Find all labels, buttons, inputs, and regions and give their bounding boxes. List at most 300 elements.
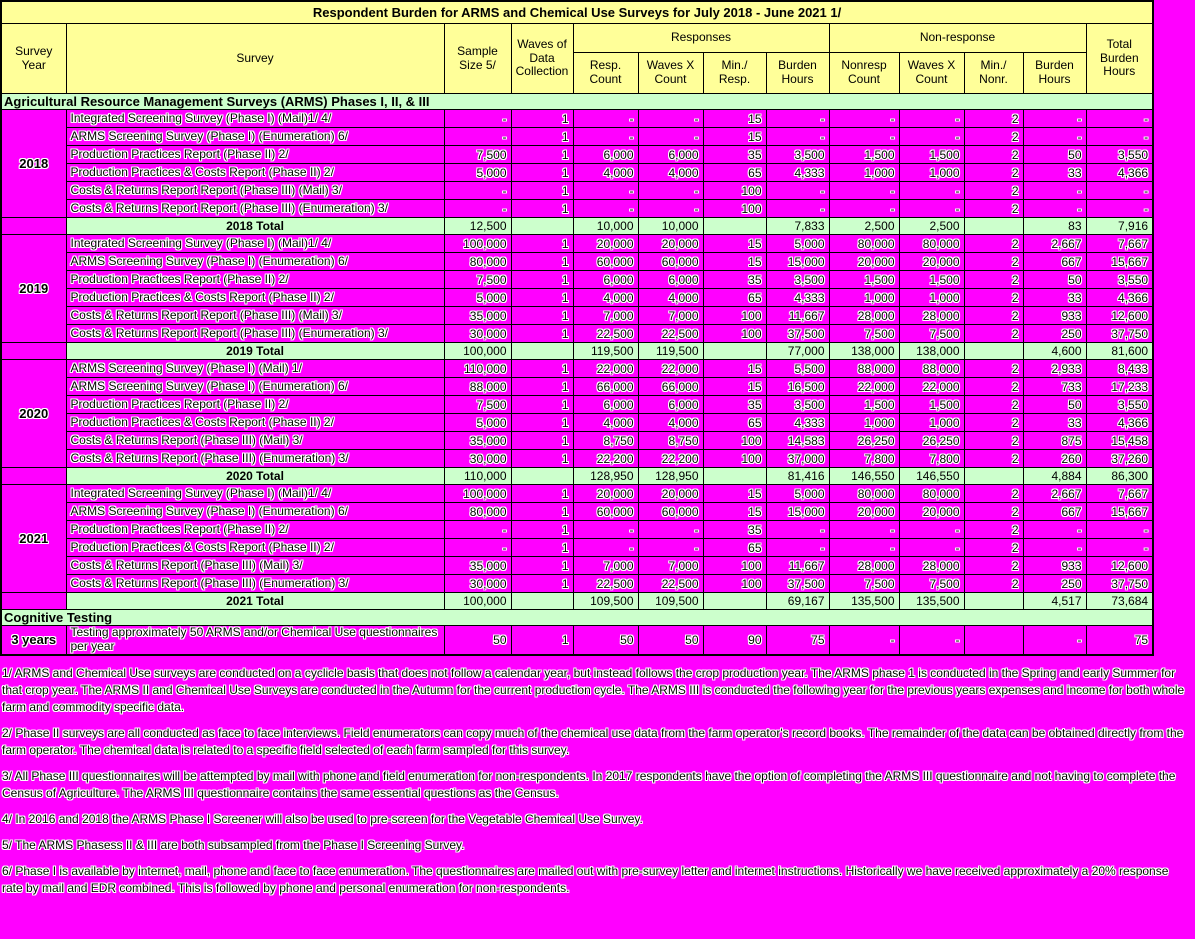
value-cell: 4,333: [766, 414, 829, 432]
total-value-cell: 2,500: [829, 218, 899, 235]
col-header-min-per-nonr: Min./ Nonr.: [964, 53, 1023, 94]
value-cell: -: [1023, 128, 1086, 146]
value-cell: 22,000: [829, 378, 899, 396]
value-cell: 15: [703, 128, 766, 146]
value-cell: 4,366: [1086, 164, 1153, 182]
survey-name-cell: Production Practices & Costs Report (Phase II) 2/: [66, 414, 444, 432]
value-cell: -: [766, 128, 829, 146]
survey-row: [1, 539, 1153, 557]
value-cell: 28,000: [829, 307, 899, 325]
value-cell: 7,667: [1086, 235, 1153, 253]
value-cell: -: [444, 182, 511, 200]
value-cell: 20,000: [573, 235, 638, 253]
value-cell: 4,366: [1086, 414, 1153, 432]
col-header-nonresp-burden-hours: Burden Hours: [1023, 53, 1086, 94]
section-header-row: [1, 94, 1153, 110]
value-cell: 6,000: [573, 271, 638, 289]
value-cell: 66,000: [638, 378, 703, 396]
survey-name-cell: ARMS Screening Survey (Phase I) (Mail) 1/: [66, 360, 444, 378]
value-cell: 100: [703, 450, 766, 468]
total-value-cell: 119,500: [638, 343, 703, 360]
value-cell: 65: [703, 539, 766, 557]
total-value-cell: 128,950: [638, 468, 703, 485]
value-cell: 65: [703, 414, 766, 432]
survey-name-cell: Costs & Returns Report (Phase III) (Enumeration) 3/: [66, 575, 444, 593]
value-cell: 50: [1023, 396, 1086, 414]
total-value-cell: [511, 343, 573, 360]
total-value-cell: 110,000: [444, 468, 511, 485]
total-label-cell: 2018 Total: [66, 218, 444, 235]
value-cell: 7,000: [573, 307, 638, 325]
value-cell: 2: [964, 575, 1023, 593]
value-cell: -: [829, 110, 899, 128]
total-value-cell: 100,000: [444, 343, 511, 360]
value-cell: 1: [511, 325, 573, 343]
survey-row: [1, 235, 1153, 253]
value-cell: 3,550: [1086, 396, 1153, 414]
value-cell: 7,500: [829, 575, 899, 593]
value-cell: 1: [511, 414, 573, 432]
total-value-cell: 10,000: [638, 218, 703, 235]
value-cell: 1,000: [829, 164, 899, 182]
value-cell: 33: [1023, 414, 1086, 432]
value-cell: 2: [964, 360, 1023, 378]
total-value-cell: 138,000: [899, 343, 964, 360]
total-value-cell: 81,600: [1086, 343, 1153, 360]
survey-name-cell: Production Practices & Costs Report (Phase II) 2/: [66, 289, 444, 307]
value-cell: -: [829, 200, 899, 218]
survey-name-cell: Production Practices Report (Phase II) 2/: [66, 521, 444, 539]
total-value-cell: 86,300: [1086, 468, 1153, 485]
header-row-groups: [1, 24, 1153, 53]
value-cell: 1: [511, 360, 573, 378]
survey-row: [1, 110, 1153, 128]
value-cell: 4,000: [573, 164, 638, 182]
col-group-nonresponse: Non-response: [829, 24, 1086, 53]
survey-row: [1, 128, 1153, 146]
col-header-nonresp-waves-x-count: Waves X Count: [899, 53, 964, 94]
value-cell: 65: [703, 164, 766, 182]
value-cell: 37,500: [766, 575, 829, 593]
value-cell: 5,000: [444, 289, 511, 307]
value-cell: 50: [444, 626, 511, 655]
survey-row: [1, 325, 1153, 343]
value-cell: 933: [1023, 557, 1086, 575]
total-value-cell: 2,500: [899, 218, 964, 235]
value-cell: 2: [964, 200, 1023, 218]
value-cell: -: [899, 128, 964, 146]
survey-row: [1, 414, 1153, 432]
value-cell: 2: [964, 307, 1023, 325]
value-cell: 15: [703, 360, 766, 378]
value-cell: 733: [1023, 378, 1086, 396]
value-cell: 90: [703, 626, 766, 655]
value-cell: -: [1086, 182, 1153, 200]
value-cell: 1,000: [829, 289, 899, 307]
total-value-cell: 4,884: [1023, 468, 1086, 485]
value-cell: 35: [703, 396, 766, 414]
value-cell: 2: [964, 235, 1023, 253]
total-label-cell: 2021 Total: [66, 593, 444, 610]
total-value-cell: [703, 218, 766, 235]
value-cell: -: [638, 128, 703, 146]
total-row: [1, 343, 1153, 360]
value-cell: 100,000: [444, 235, 511, 253]
value-cell: 22,000: [899, 378, 964, 396]
total-row: [1, 468, 1153, 485]
value-cell: 1: [511, 503, 573, 521]
value-cell: -: [1086, 110, 1153, 128]
value-cell: 2: [964, 414, 1023, 432]
value-cell: 2,933: [1023, 360, 1086, 378]
value-cell: 2: [964, 378, 1023, 396]
value-cell: 3,500: [766, 271, 829, 289]
title-row: [1, 1, 1153, 24]
value-cell: -: [1086, 200, 1153, 218]
table-body: [1, 94, 1153, 655]
survey-name-cell: Costs & Returns Report (Phase III) (Mail) 3/: [66, 557, 444, 575]
value-cell: 6,000: [638, 396, 703, 414]
value-cell: 15: [703, 253, 766, 271]
footnote: 4/ In 2016 and 2018 the ARMS Phase I Screener will also be used to pre-screen for the Vegetable Chemical Use Survey.: [2, 811, 643, 826]
value-cell: 4,000: [573, 414, 638, 432]
value-cell: -: [638, 182, 703, 200]
total-value-cell: [703, 343, 766, 360]
survey-row: [1, 396, 1153, 414]
footnote: 1/ ARMS and Chemical Use surveys are conducted on a cyclicle basis that does not follow a calendar year, but instead follows the crop production year. The ARMS phase 1 is conducted in the Spring and early Summer for that crop year. The ARMS II and Chemical Use Surveys are conducted in the Autumn for the current production cycle. The ARMS III is conducted the following year for the previous years expenses and income for both whole farm and commodity specific data.: [2, 665, 1185, 714]
value-cell: 7,500: [444, 271, 511, 289]
survey-name-cell: ARMS Screening Survey (Phase I) (Enumeration) 6/: [66, 503, 444, 521]
value-cell: -: [1023, 182, 1086, 200]
survey-row: [1, 450, 1153, 468]
value-cell: 100: [703, 557, 766, 575]
value-cell: 37,750: [1086, 325, 1153, 343]
value-cell: 20,000: [829, 253, 899, 271]
value-cell: 7,667: [1086, 485, 1153, 503]
value-cell: 2,667: [1023, 485, 1086, 503]
survey-row: [1, 146, 1153, 164]
total-value-cell: 73,684: [1086, 593, 1153, 610]
value-cell: 1,500: [899, 396, 964, 414]
total-value-cell: [511, 593, 573, 610]
value-cell: 260: [1023, 450, 1086, 468]
value-cell: 667: [1023, 503, 1086, 521]
value-cell: 60,000: [573, 503, 638, 521]
value-cell: -: [829, 521, 899, 539]
value-cell: 4,366: [1086, 289, 1153, 307]
value-cell: 2: [964, 503, 1023, 521]
value-cell: 2: [964, 146, 1023, 164]
value-cell: -: [638, 539, 703, 557]
value-cell: 80,000: [899, 235, 964, 253]
value-cell: 1: [511, 521, 573, 539]
col-header-nonresp-count: Nonresp Count: [829, 53, 899, 94]
value-cell: 2: [964, 110, 1023, 128]
value-cell: 11,667: [766, 307, 829, 325]
value-cell: 1: [511, 557, 573, 575]
value-cell: 26,250: [829, 432, 899, 450]
survey-name-cell: Costs & Returns Report Report (Phase III) (Enumeration) 3/: [66, 200, 444, 218]
survey-row: [1, 626, 1153, 655]
footnote: 5/ The ARMS Phasess II & III are both subsampled from the Phase I Screening Survey.: [2, 837, 465, 852]
col-header-resp-burden-hours: Burden Hours: [766, 53, 829, 94]
total-value-cell: [964, 468, 1023, 485]
survey-row: [1, 503, 1153, 521]
total-label-cell: 2019 Total: [66, 343, 444, 360]
value-cell: 1,500: [829, 396, 899, 414]
value-cell: 3,550: [1086, 146, 1153, 164]
value-cell: 2: [964, 539, 1023, 557]
value-cell: 16,500: [766, 378, 829, 396]
value-cell: 1: [511, 307, 573, 325]
value-cell: 22,500: [638, 575, 703, 593]
value-cell: 1: [511, 110, 573, 128]
value-cell: 33: [1023, 289, 1086, 307]
value-cell: -: [899, 539, 964, 557]
footnote: 3/ All Phase III questionnaires will be attempted by mail with phone and field enumeration for non-respondents. In 2017 respondents have the option of completing the ARMS III questionnaire and not having to complete the Census of Agriculture. The ARMS III questionnaire contains the same essential questions as the Census.: [2, 768, 1176, 800]
value-cell: 1: [511, 164, 573, 182]
value-cell: 66,000: [573, 378, 638, 396]
total-value-cell: 146,550: [899, 468, 964, 485]
value-cell: 6,000: [638, 271, 703, 289]
value-cell: 2: [964, 450, 1023, 468]
value-cell: 80,000: [444, 253, 511, 271]
value-cell: 35,000: [444, 307, 511, 325]
value-cell: 7,000: [638, 307, 703, 325]
value-cell: 4,333: [766, 164, 829, 182]
value-cell: 3,550: [1086, 271, 1153, 289]
value-cell: 7,800: [899, 450, 964, 468]
survey-row: [1, 378, 1153, 396]
total-value-cell: 12,500: [444, 218, 511, 235]
value-cell: 4,333: [766, 289, 829, 307]
total-value-cell: 10,000: [573, 218, 638, 235]
col-header-survey-year: Survey Year: [1, 24, 66, 94]
value-cell: 7,000: [573, 557, 638, 575]
value-cell: 1,000: [829, 414, 899, 432]
survey-name-cell: Integrated Screening Survey (Phase I) (Mail)1/ 4/: [66, 110, 444, 128]
value-cell: -: [899, 200, 964, 218]
value-cell: 15,667: [1086, 253, 1153, 271]
survey-row: [1, 271, 1153, 289]
col-header-resp-count: Resp. Count: [573, 53, 638, 94]
value-cell: 100: [703, 182, 766, 200]
total-value-cell: [511, 468, 573, 485]
survey-name-cell: Production Practices Report (Phase II) 2/: [66, 271, 444, 289]
value-cell: -: [766, 182, 829, 200]
value-cell: 33: [1023, 164, 1086, 182]
value-cell: 1: [511, 271, 573, 289]
value-cell: 30,000: [444, 450, 511, 468]
survey-name-cell: ARMS Screening Survey (Phase I) (Enumeration) 6/: [66, 378, 444, 396]
total-value-cell: 81,416: [766, 468, 829, 485]
value-cell: 35,000: [444, 557, 511, 575]
value-cell: 11,667: [766, 557, 829, 575]
value-cell: 2: [964, 253, 1023, 271]
value-cell: 7,500: [444, 396, 511, 414]
value-cell: 50: [1023, 146, 1086, 164]
value-cell: 1: [511, 450, 573, 468]
survey-name-cell: Production Practices Report (Phase II) 2/: [66, 146, 444, 164]
value-cell: 4,000: [638, 164, 703, 182]
total-value-cell: [964, 343, 1023, 360]
col-header-sample-size: Sample Size 5/: [444, 24, 511, 94]
total-value-cell: 7,916: [1086, 218, 1153, 235]
value-cell: 1,000: [899, 289, 964, 307]
total-value-cell: 4,517: [1023, 593, 1086, 610]
year-blank-cell: [1, 343, 66, 360]
survey-row: [1, 200, 1153, 218]
value-cell: 37,000: [766, 450, 829, 468]
value-cell: 22,200: [573, 450, 638, 468]
value-cell: 1: [511, 289, 573, 307]
value-cell: 15: [703, 378, 766, 396]
survey-year-cell: 2018: [1, 110, 66, 218]
value-cell: 100: [703, 432, 766, 450]
value-cell: -: [444, 539, 511, 557]
value-cell: 88,000: [899, 360, 964, 378]
survey-row: [1, 289, 1153, 307]
section-header-row: [1, 610, 1153, 626]
value-cell: 875: [1023, 432, 1086, 450]
value-cell: -: [829, 182, 899, 200]
value-cell: 60,000: [638, 253, 703, 271]
value-cell: -: [638, 521, 703, 539]
col-header-total-burden: Total Burden Hours: [1086, 24, 1153, 94]
total-row: [1, 218, 1153, 235]
value-cell: -: [766, 110, 829, 128]
value-cell: 1: [511, 485, 573, 503]
value-cell: 1: [511, 539, 573, 557]
value-cell: 1,500: [899, 146, 964, 164]
value-cell: 15,000: [766, 253, 829, 271]
survey-name-cell: Production Practices & Costs Report (Phase II) 2/: [66, 164, 444, 182]
value-cell: -: [573, 539, 638, 557]
value-cell: 28,000: [899, 557, 964, 575]
value-cell: 2: [964, 325, 1023, 343]
survey-row: [1, 575, 1153, 593]
value-cell: -: [766, 521, 829, 539]
total-value-cell: 109,500: [638, 593, 703, 610]
value-cell: 2: [964, 128, 1023, 146]
value-cell: -: [899, 182, 964, 200]
total-value-cell: 83: [1023, 218, 1086, 235]
value-cell: 1: [511, 200, 573, 218]
section-header-label: Cognitive Testing: [1, 610, 1153, 626]
survey-year-cell: 2021: [1, 485, 66, 593]
value-cell: -: [638, 110, 703, 128]
col-header-resp-waves-x-count: Waves X Count: [638, 53, 703, 94]
total-value-cell: 135,500: [829, 593, 899, 610]
value-cell: -: [1086, 521, 1153, 539]
value-cell: 2: [964, 396, 1023, 414]
value-cell: -: [766, 200, 829, 218]
value-cell: -: [444, 521, 511, 539]
col-header-min-per-resp: Min./ Resp.: [703, 53, 766, 94]
value-cell: 22,200: [638, 450, 703, 468]
value-cell: 37,260: [1086, 450, 1153, 468]
value-cell: 6,000: [573, 396, 638, 414]
total-value-cell: [703, 593, 766, 610]
survey-row: [1, 307, 1153, 325]
value-cell: 100,000: [444, 485, 511, 503]
value-cell: 15,458: [1086, 432, 1153, 450]
value-cell: 20,000: [829, 503, 899, 521]
value-cell: 110,000: [444, 360, 511, 378]
total-value-cell: 119,500: [573, 343, 638, 360]
survey-year-cell: 2019: [1, 235, 66, 343]
value-cell: -: [444, 200, 511, 218]
value-cell: -: [444, 128, 511, 146]
value-cell: -: [573, 128, 638, 146]
value-cell: 1: [511, 432, 573, 450]
value-cell: 20,000: [899, 253, 964, 271]
value-cell: 7,500: [829, 325, 899, 343]
value-cell: 15: [703, 110, 766, 128]
total-value-cell: [964, 593, 1023, 610]
footnote: 2/ Phase II surveys are all conducted as face to face interviews. Field enumerators can copy much of the chemical use data from the farm operator's record books. The remainder of the data can be obtained directly from the farm operator. The chemical data is related to a specific field selected of each farm sampled for this survey.: [2, 725, 1184, 757]
value-cell: 2: [964, 485, 1023, 503]
value-cell: 15: [703, 503, 766, 521]
survey-row: [1, 360, 1153, 378]
value-cell: 1,000: [899, 414, 964, 432]
total-value-cell: 77,000: [766, 343, 829, 360]
survey-row: [1, 164, 1153, 182]
value-cell: 5,000: [444, 414, 511, 432]
value-cell: 30,000: [444, 575, 511, 593]
total-value-cell: [703, 468, 766, 485]
survey-name-cell: Costs & Returns Report Report (Phase III) (Mail) 3/: [66, 307, 444, 325]
survey-year-cell: 2020: [1, 360, 66, 468]
value-cell: 22,000: [638, 360, 703, 378]
value-cell: 22,500: [573, 325, 638, 343]
value-cell: 7,800: [829, 450, 899, 468]
value-cell: -: [899, 110, 964, 128]
total-value-cell: [964, 218, 1023, 235]
value-cell: 4,000: [573, 289, 638, 307]
value-cell: 60,000: [638, 503, 703, 521]
value-cell: 100: [703, 200, 766, 218]
value-cell: -: [573, 521, 638, 539]
survey-name-cell: Production Practices & Costs Report (Phase II) 2/: [66, 539, 444, 557]
value-cell: 2: [964, 182, 1023, 200]
value-cell: 50: [573, 626, 638, 655]
value-cell: 50: [638, 626, 703, 655]
survey-row: [1, 485, 1153, 503]
survey-name-cell: Costs & Returns Report Report (Phase III) (Mail) 3/: [66, 182, 444, 200]
col-header-survey: Survey: [66, 24, 444, 94]
value-cell: 26,250: [899, 432, 964, 450]
value-cell: 8,433: [1086, 360, 1153, 378]
value-cell: -: [1086, 128, 1153, 146]
value-cell: -: [1023, 521, 1086, 539]
value-cell: 75: [766, 626, 829, 655]
value-cell: 15: [703, 485, 766, 503]
value-cell: 1: [511, 396, 573, 414]
value-cell: -: [1023, 110, 1086, 128]
value-cell: -: [1086, 539, 1153, 557]
value-cell: 28,000: [829, 557, 899, 575]
value-cell: 2,667: [1023, 235, 1086, 253]
value-cell: 5,000: [444, 164, 511, 182]
value-cell: 80,000: [829, 235, 899, 253]
value-cell: 1,500: [829, 146, 899, 164]
value-cell: 75: [1086, 626, 1153, 655]
survey-name-cell: Costs & Returns Report (Phase III) (Enumeration) 3/: [66, 450, 444, 468]
survey-year-cell: 3 years: [1, 626, 66, 655]
value-cell: -: [766, 539, 829, 557]
total-value-cell: 100,000: [444, 593, 511, 610]
